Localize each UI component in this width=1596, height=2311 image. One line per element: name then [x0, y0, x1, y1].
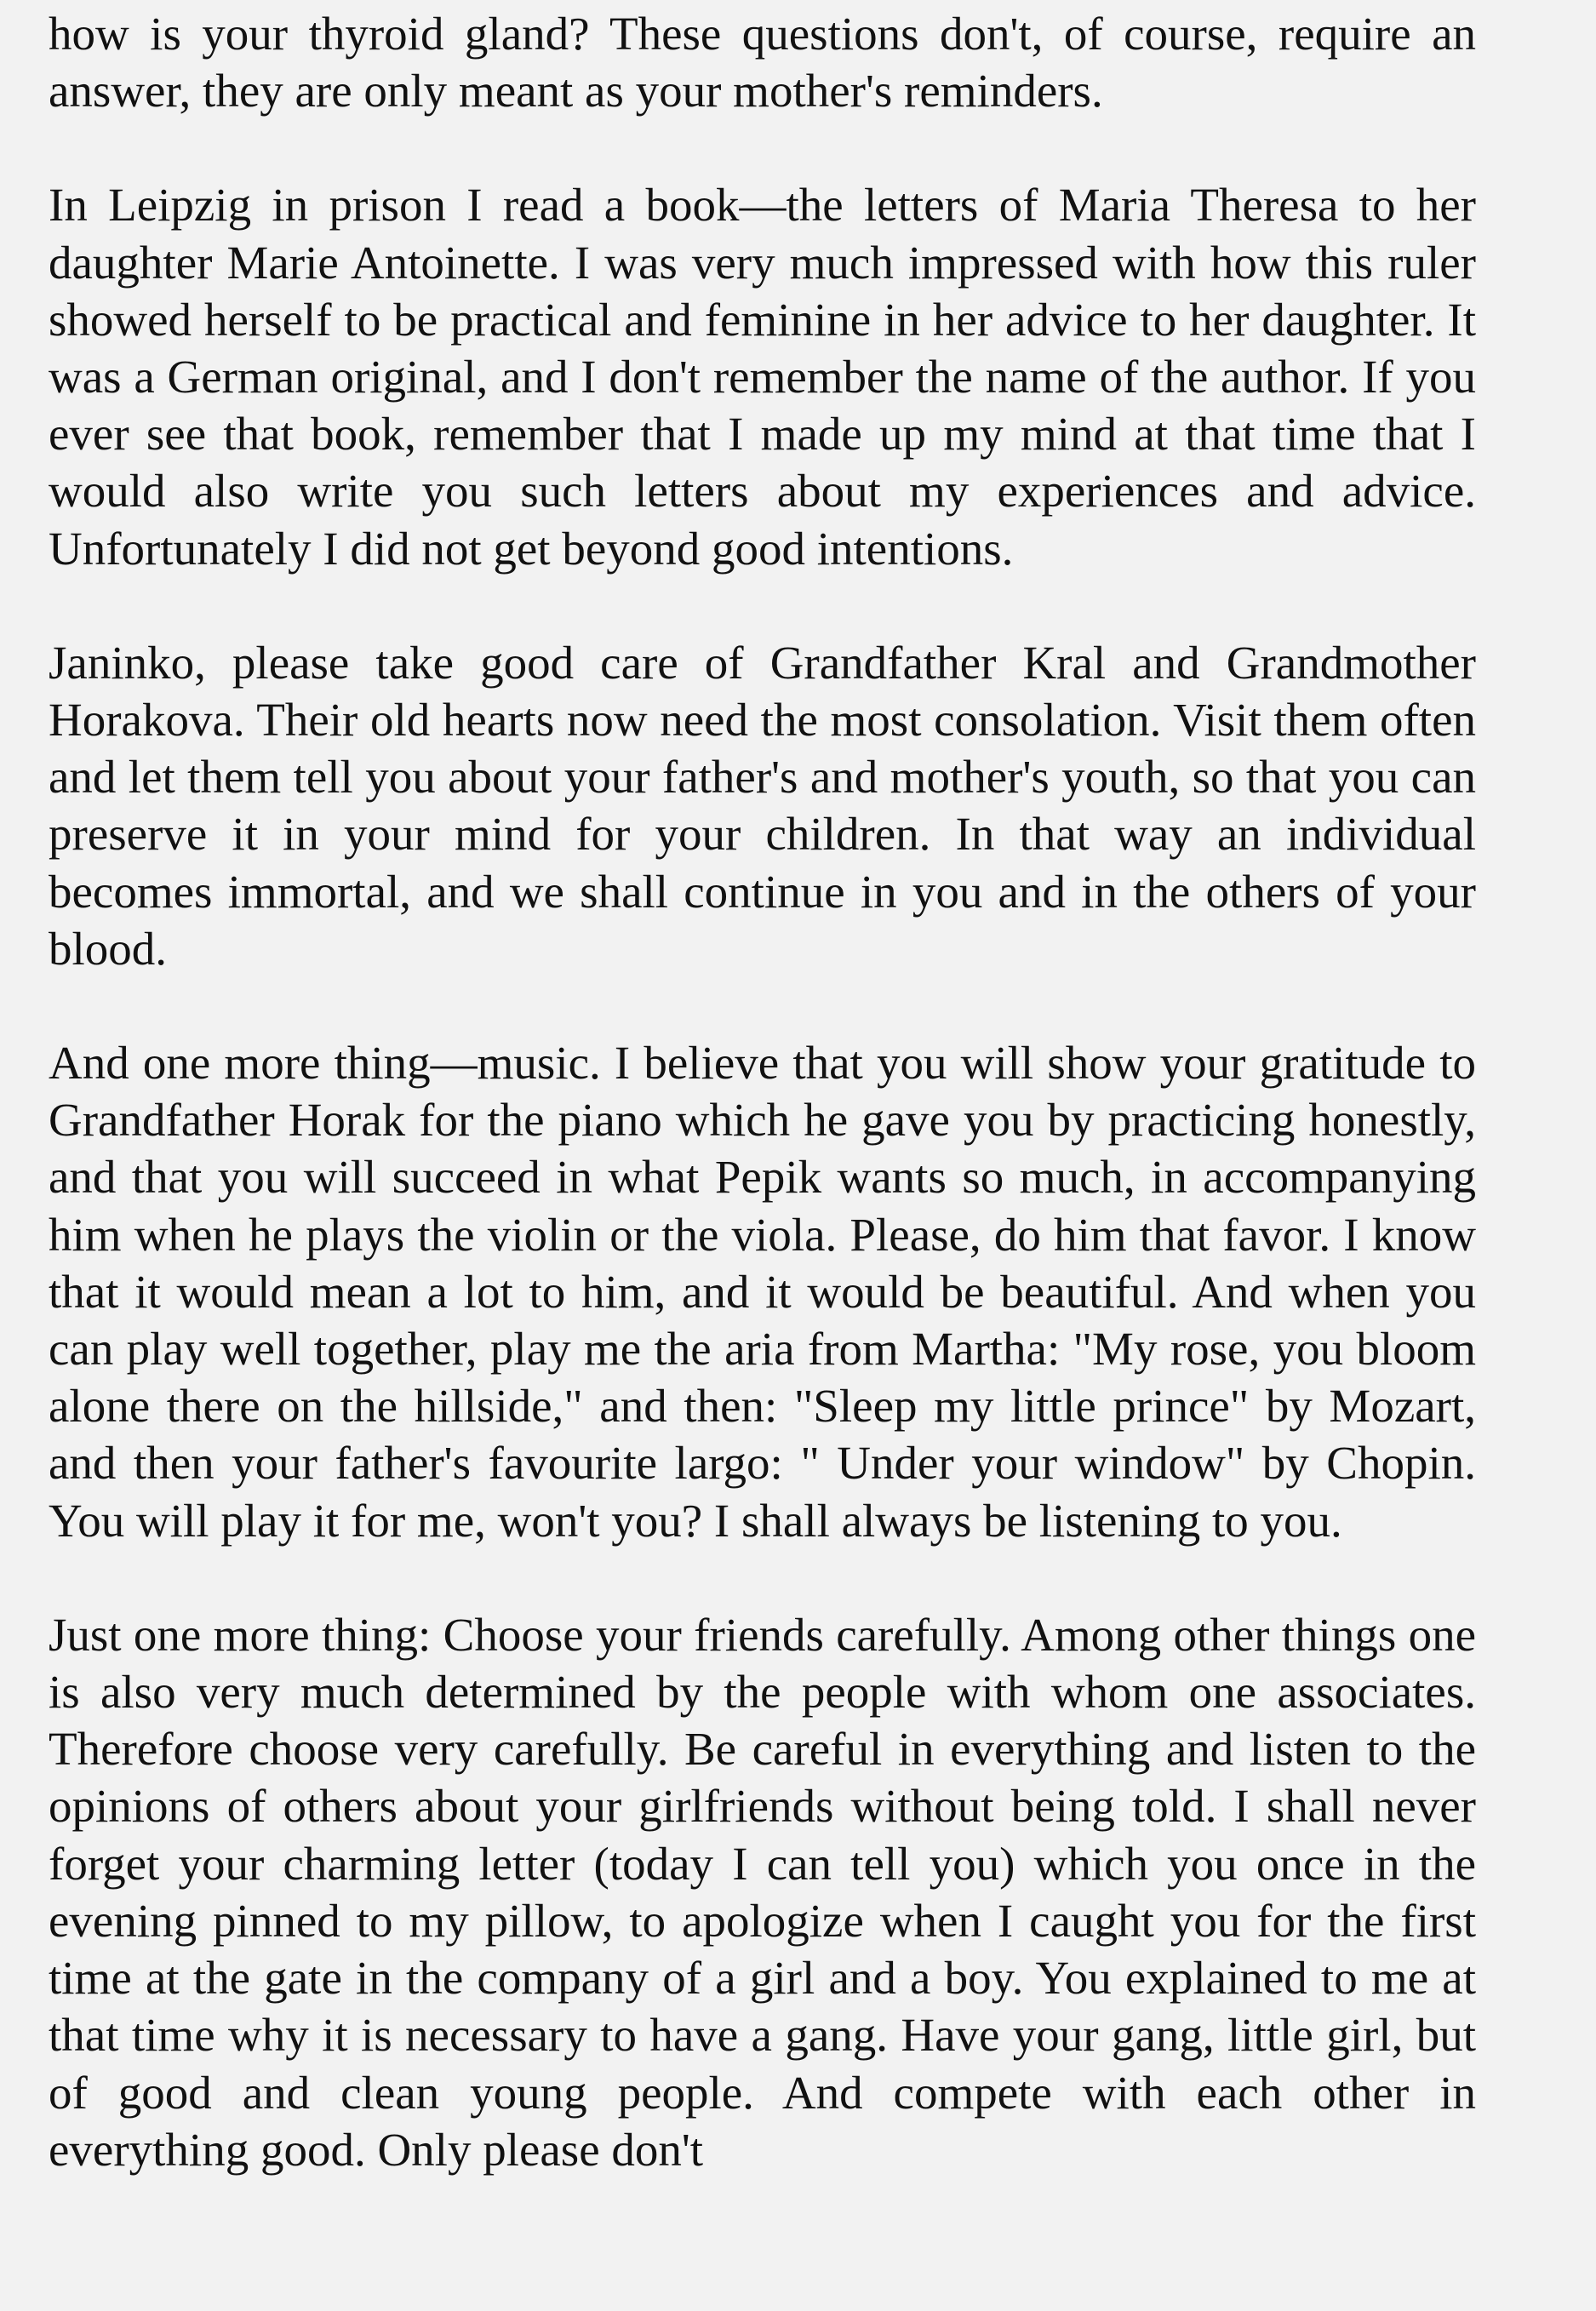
paragraph-4: And one more thing—music. I believe that you will show your gratitude to Grandfather Horak for the piano which he gave you by practicing honestly, and that you will succeed in what Pepik wants so much, in accompanying him when he plays the violin or the viola. Please, do him that favor. I know that it would mean a lot to him, and it would be beautiful. And when you can play well together, play me the aria from Martha: "My rose, you bloom alone there on the hillside," and then: "Sleep my little prince" by Mozart, and then your father's favourite largo: " Under your window" by Chopin. You will play it for me, won't you? I shall always be listening to you. [49, 1037, 1476, 1547]
paragraph-5: Just one more thing: Choose your friends carefully. Among other things one is also very much determined by the people with whom one associates. Therefore choose very carefully. Be careful in everything and listen to the opinions of others about your girlfriends without being told. I shall never forget your charming letter (today I can tell you) which you once in the evening pinned to my pillow, to apologize when I caught you for the first time at the gate in the company of a girl and a boy. You explained to me at that time why it is necessary to have a gang. Have your gang, little girl, but of good and clean young people. And compete with each other in everything good. Only please don't [49, 1608, 1476, 2176]
paragraph-3: Janinko, please take good care of Grandfather Kral and Grandmother Horakova. Their old hearts now need the most consolation. Visit them often and let them tell you about your father's and mother's youth, so that you can preserve it in your mind for your children. In that way an individual becomes immortal, and we shall continue in you and in the others of your blood. [49, 636, 1476, 975]
letter-text [49, 5, 1476, 2235]
paragraph-2: In Leipzig in prison I read a book—the letters of Maria Theresa to her daughter Marie Antoinette. I was very much impressed with how this ruler showed herself to be practical and feminine in her advice to her daughter. It was a German original, and I don't remember the name of the author. If you ever see that book, remember that I made up my mind at that time that I would also write you such letters about my experiences and advice. Unfortunately I did not get beyond good intentions. [49, 179, 1476, 575]
paragraph-1: how is your thyroid gland? These questions don't, of course, require an answer, they are only meant as your mother's reminders. [49, 8, 1476, 117]
